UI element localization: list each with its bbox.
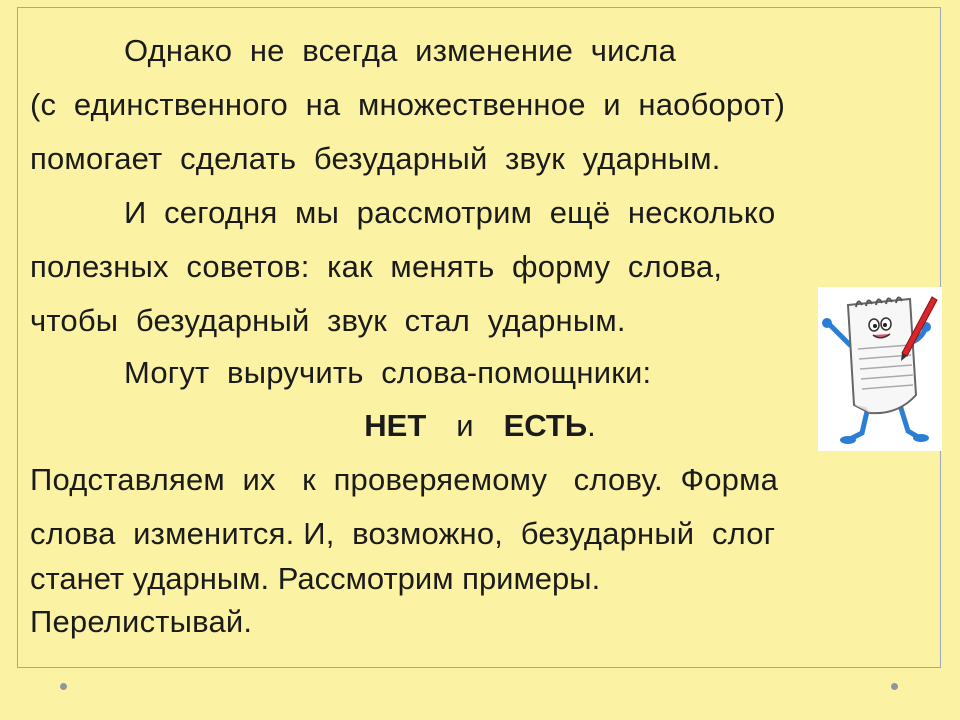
keyword-est: ЕСТЬ xyxy=(503,408,588,443)
helper-words xyxy=(0,408,960,444)
final-line-3: станет ударным. Рассмотрим примеры. xyxy=(30,561,601,596)
paragraph-1-line-1: Однако не всегда изменение числа xyxy=(124,33,677,68)
keyword-period: . xyxy=(587,408,596,443)
paragraph-1-line-3: помогает сделать безударный звук ударным. xyxy=(30,141,721,176)
keyword-connector: и xyxy=(456,408,474,443)
paragraph-3-line-1: Могут выручить слова-помощники: xyxy=(124,355,652,390)
paragraph-2-line-3: чтобы безударный звук стал ударным. xyxy=(30,303,626,338)
final-line-1: Подставляем их к проверяемому слову. Форма xyxy=(30,462,779,497)
paragraph-1-line-2: (с единственного на множественное и наоборот) xyxy=(30,87,786,122)
slide-dot-right xyxy=(891,683,898,690)
keyword-net: НЕТ xyxy=(364,408,427,443)
notepad-character-icon xyxy=(818,287,942,451)
slide-dot-left xyxy=(60,683,67,690)
paragraph-2-line-2: полезных советов: как менять форму слова, xyxy=(30,249,723,284)
paragraph-2-line-1: И сегодня мы рассмотрим ещё несколько xyxy=(124,195,776,230)
final-line-2: слова изменится. И, возможно, безударный слог xyxy=(30,516,776,551)
final-line-4: Перелистывай. xyxy=(30,604,253,639)
notepad-illustration xyxy=(818,287,942,451)
